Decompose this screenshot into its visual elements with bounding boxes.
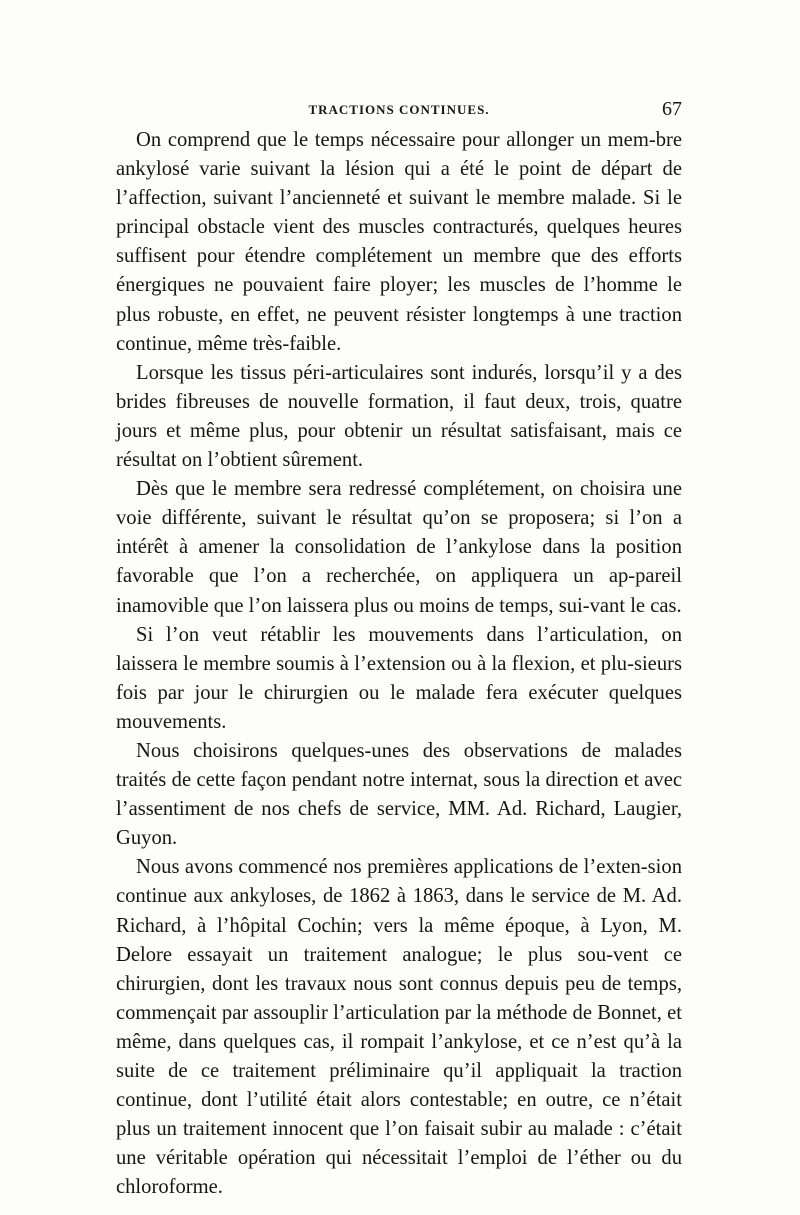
page-number: 67 bbox=[662, 98, 682, 120]
paragraph-observations: Nous choisirons quelques-unes des observations de malades traités de cette façon pendant notre internat, sous la direction et avec l’assentiment de nos chefs de service, MM. Ad. Richard, Laugier, Guyon. bbox=[116, 739, 682, 850]
running-title: TRACTIONS CONTINUES. bbox=[308, 102, 490, 117]
running-head bbox=[116, 98, 682, 122]
paragraph-periarticular-tissues: Lorsque les tissus péri-articulaires sont indurés, lorsqu’il y a des brides fibreuses de nouvelle formation, il faut deux, trois, quatre jours et même plus, pour obtenir un résultat satisfaisant, mais ce résultat on l’obtient sûrement. bbox=[116, 361, 682, 472]
paragraph-restoring-movement: Si l’on veut rétablir les mouvements dans l’articulation, on laissera le membre soumis à l’extension ou à la flexion, et plu-sieurs fois par jour le chirurgien ou le malade fera exécuter quelques mouvements. bbox=[116, 623, 682, 733]
paragraph-after-straightening: Dès que le membre sera redressé complétement, on choisira une voie différente, suivant le résultat qu’on se proposera; si l’on a intérêt à amener la consolidation de l’ankylose dans la position favorable que l’on a recherchée, on appliquera un ap-pareil inamovible que l’on laissera plus ou moins de temps, sui-vant le cas. bbox=[116, 478, 682, 617]
paragraph-first-applications: Nous avons commencé nos premières applications de l’exten-sion continue aux ankyloses, de 1862 à 1863, dans le service de M. Ad. Richard, à l’hôpital Cochin; vers la même époque, à Lyon, M. Delore essayait un traitement analogue; le plus sou-vent ce chirurgien, dont les travaux nous sont connus depuis peu de temps, commençait par assouplir l’articulation par la méthode de Bonnet, et même, dans quelques cas, il rompait l’ankylose, et ce n’est qu’à la suite de ce traitement préliminaire qu’il appliquait la traction continue, dont l’utilité était alors contestable; en outre, ce n’était plus un traitement innocent que l’on faisait subir au malade : c’était une véritable opération qui nécessitait l’emploi de l’éther ou du chloroforme. bbox=[116, 856, 682, 1199]
body-text bbox=[116, 126, 682, 1202]
paragraph-traction-duration: On comprend que le temps nécessaire pour allonger un mem-bre ankylosé varie suivant la lésion qui a été le point de départ de l’affection, suivant l’ancienneté et suivant le membre malade. Si le principal obstacle vient des muscles contracturés, quelques heures suffisent pour étendre complétement un membre que des efforts énergiques ne pouvaient faire ployer; les muscles de l’homme le plus robuste, en effet, ne peuvent résister longtemps à une traction continue, même très-faible. bbox=[116, 129, 682, 355]
